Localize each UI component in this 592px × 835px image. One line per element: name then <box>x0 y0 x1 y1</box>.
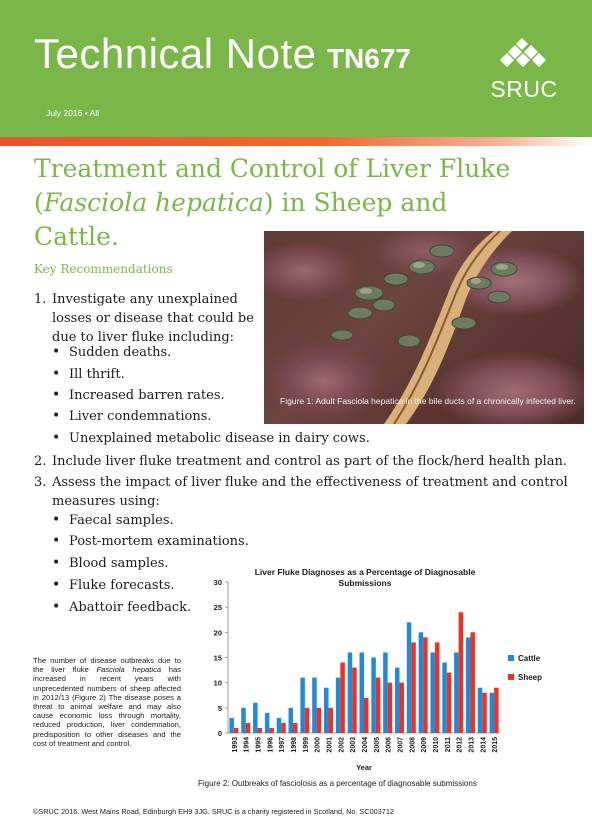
bullet-text: Liver condemnations. <box>69 409 212 424</box>
rec-line: Investigate any unexplained <box>52 292 238 307</box>
x-tick-label: 1994 <box>243 737 251 753</box>
date-line: July 2016 • All <box>46 108 100 118</box>
photo-caption: Figure 1: Adult Fasciola hepatica in the bile ducts of a chronically infected liver. <box>280 396 576 406</box>
bar-sheep <box>411 642 415 733</box>
legend-swatch-cattle <box>508 655 514 661</box>
y-tick-label: 15 <box>213 653 222 663</box>
bar-sheep <box>376 678 380 733</box>
x-tick-label: 1993 <box>231 737 239 753</box>
bar-sheep <box>281 723 285 733</box>
bar-sheep <box>258 728 262 733</box>
bullet-text: Increased barren rates. <box>69 388 225 403</box>
bar-cattle <box>430 652 434 733</box>
bullet-text: Sudden deaths. <box>69 345 172 360</box>
bar-cattle <box>360 652 364 733</box>
liver-fluke-photo <box>264 231 584 424</box>
bullet-text: Abattoir feedback. <box>69 600 192 615</box>
bar-sheep <box>234 728 238 733</box>
y-tick-label: 0 <box>217 729 222 738</box>
rec-line: due to liver fluke including: <box>52 330 235 345</box>
paragraph-species: Fasciola hepatica <box>96 665 162 675</box>
x-tick-label: 1998 <box>291 737 299 753</box>
bar-sheep <box>293 723 297 733</box>
header-banner <box>0 0 592 137</box>
bar-cattle <box>383 652 387 733</box>
bar-cattle <box>442 663 446 733</box>
x-tick-label: 2003 <box>350 737 358 753</box>
y-tick-label: 20 <box>213 628 222 638</box>
bar-sheep <box>494 688 498 733</box>
bar-sheep <box>423 637 427 733</box>
technical-note-code: TN677 <box>326 43 411 74</box>
bar-cattle <box>336 678 340 733</box>
logo-wordmark: SRUC <box>490 76 558 102</box>
x-tick-label: 2007 <box>397 737 405 753</box>
rec-line: Assess the impact of liver fluke and the effectiveness of treatment and control <box>52 475 568 490</box>
liver-fluke-chart <box>198 563 560 773</box>
bar-sheep <box>317 708 321 733</box>
bar-sheep <box>352 668 356 733</box>
bar-cattle <box>419 632 423 733</box>
x-tick-label: 2013 <box>468 737 476 753</box>
legend-swatch-sheep <box>508 674 514 680</box>
bullet-text: Fluke forecasts. <box>69 578 175 593</box>
bar-cattle <box>454 652 458 733</box>
bar-sheep <box>246 723 250 733</box>
accent-bar <box>0 137 592 146</box>
bar-cattle <box>265 713 269 733</box>
x-tick-label: 2004 <box>362 737 369 753</box>
x-axis-label: Year <box>356 763 372 772</box>
recommendation-1 <box>34 290 254 347</box>
legend-label-sheep: Sheep <box>518 673 543 682</box>
bar-sheep <box>399 683 403 733</box>
x-tick-label: 2005 <box>373 737 381 753</box>
list-number: 2. <box>34 454 47 469</box>
title-line-1: Treatment and Control of Liver Fluke <box>34 154 511 183</box>
sruc-logo <box>488 38 560 102</box>
bar-cattle <box>300 678 304 733</box>
bar-sheep <box>470 632 474 733</box>
x-tick-label: 2014 <box>480 737 488 753</box>
bar-cattle <box>312 678 316 733</box>
bar-cattle <box>253 703 257 733</box>
x-tick-label: 2010 <box>432 737 440 753</box>
title-species: Fasciola hepatica <box>43 188 264 217</box>
bar-sheep <box>269 728 273 733</box>
x-tick-label: 1997 <box>279 737 287 753</box>
recommendation-2 <box>34 452 567 471</box>
bar-cattle <box>229 718 233 733</box>
bar-sheep <box>305 708 309 733</box>
bar-cattle <box>348 652 352 733</box>
chart-title-line-2: Submissions <box>338 578 392 588</box>
bar-sheep <box>447 673 451 733</box>
bar-cattle <box>371 658 375 734</box>
list-number: 1. <box>34 292 47 307</box>
rec-line: losses or disease that could be <box>52 311 254 326</box>
y-tick-label: 30 <box>213 578 222 587</box>
rec-line: Include liver fluke treatment and control as part of the flock/herd health plan. <box>52 454 567 469</box>
bar-sheep <box>459 612 463 733</box>
footer-text: ©SRUC 2016. West Mains Road, Edinburgh EH9 3JG. SRUC is a charity registered in Scotland, No. SC003712 <box>33 807 394 816</box>
x-tick-label: 2001 <box>326 737 334 753</box>
bar-sheep <box>388 683 392 733</box>
bar-cattle <box>478 688 482 733</box>
rec-line: measures using: <box>52 494 160 509</box>
chart-svg <box>198 563 560 773</box>
intro-paragraph <box>33 656 181 748</box>
bar-sheep <box>435 642 439 733</box>
bar-cattle <box>277 718 281 733</box>
x-tick-label: 2000 <box>314 737 322 753</box>
paragraph-text-rest: has increased in recent years with unprecedented numbers of sheep affected in 2012/13 (Figure 2) The disease poses a threat to animal welfare and may also cause economic loss through mortality, reduced production, liver condemnation, predisposition to other diseases and the cost of treatment and control. <box>33 665 181 748</box>
bar-cattle <box>407 622 411 733</box>
paragraph-text: The number of disease outbreaks due to the liver fluke <box>33 656 181 675</box>
x-tick-label: 1996 <box>267 737 275 753</box>
bullet-text: Faecal samples. <box>69 513 174 528</box>
chart-caption: Figure 2: Outbreaks of fasciolosis as a percentage of diagnosable submissions <box>198 779 477 788</box>
bullet-text: Post-mortem examinations. <box>69 534 249 549</box>
bullet-text: Blood samples. <box>69 556 169 571</box>
x-tick-label: 1999 <box>302 737 310 753</box>
bar-sheep <box>364 698 368 733</box>
x-tick-label: 2006 <box>385 737 393 753</box>
y-tick-label: 10 <box>213 678 222 688</box>
bar-sheep <box>329 708 333 733</box>
title-line-3: Cattle. <box>34 222 119 251</box>
list-number: 3. <box>34 475 47 490</box>
x-tick-label: 2008 <box>409 737 417 753</box>
x-tick-label: 2015 <box>492 737 500 753</box>
bar-cattle <box>241 708 245 733</box>
bar-sheep <box>340 663 344 733</box>
title-line-2-rest: ) in Sheep and <box>263 188 448 217</box>
bar-cattle <box>395 668 399 733</box>
key-recommendations-heading: Key Recommendations <box>34 262 173 276</box>
x-tick-label: 1995 <box>255 737 263 753</box>
title-paren: ( <box>34 188 44 217</box>
bar-cattle <box>490 693 494 733</box>
bullet-text: Ill thrift. <box>69 367 125 382</box>
legend-label-cattle: Cattle <box>518 654 541 663</box>
x-tick-label: 2002 <box>338 737 346 753</box>
bar-cattle <box>324 688 328 733</box>
header-title-text: Technical Note <box>34 30 317 77</box>
y-tick-label: 5 <box>217 703 222 713</box>
y-tick-label: 25 <box>213 603 222 613</box>
x-tick-label: 2011 <box>444 737 452 753</box>
bullet-text: Unexplained metabolic disease in dairy cows. <box>69 431 370 446</box>
recommendation-3 <box>34 473 568 511</box>
bar-cattle <box>289 708 293 733</box>
title-line-2 <box>34 186 554 220</box>
document-title <box>34 30 411 78</box>
x-tick-label: 2012 <box>456 737 464 753</box>
sruc-logo-icon <box>498 38 550 72</box>
bar-cattle <box>466 637 470 733</box>
chart-title: Liver Fluke Diagnoses as a Percentage of Diagnosable <box>254 567 476 577</box>
bar-sheep <box>482 693 486 733</box>
x-tick-label: 2009 <box>421 737 429 753</box>
